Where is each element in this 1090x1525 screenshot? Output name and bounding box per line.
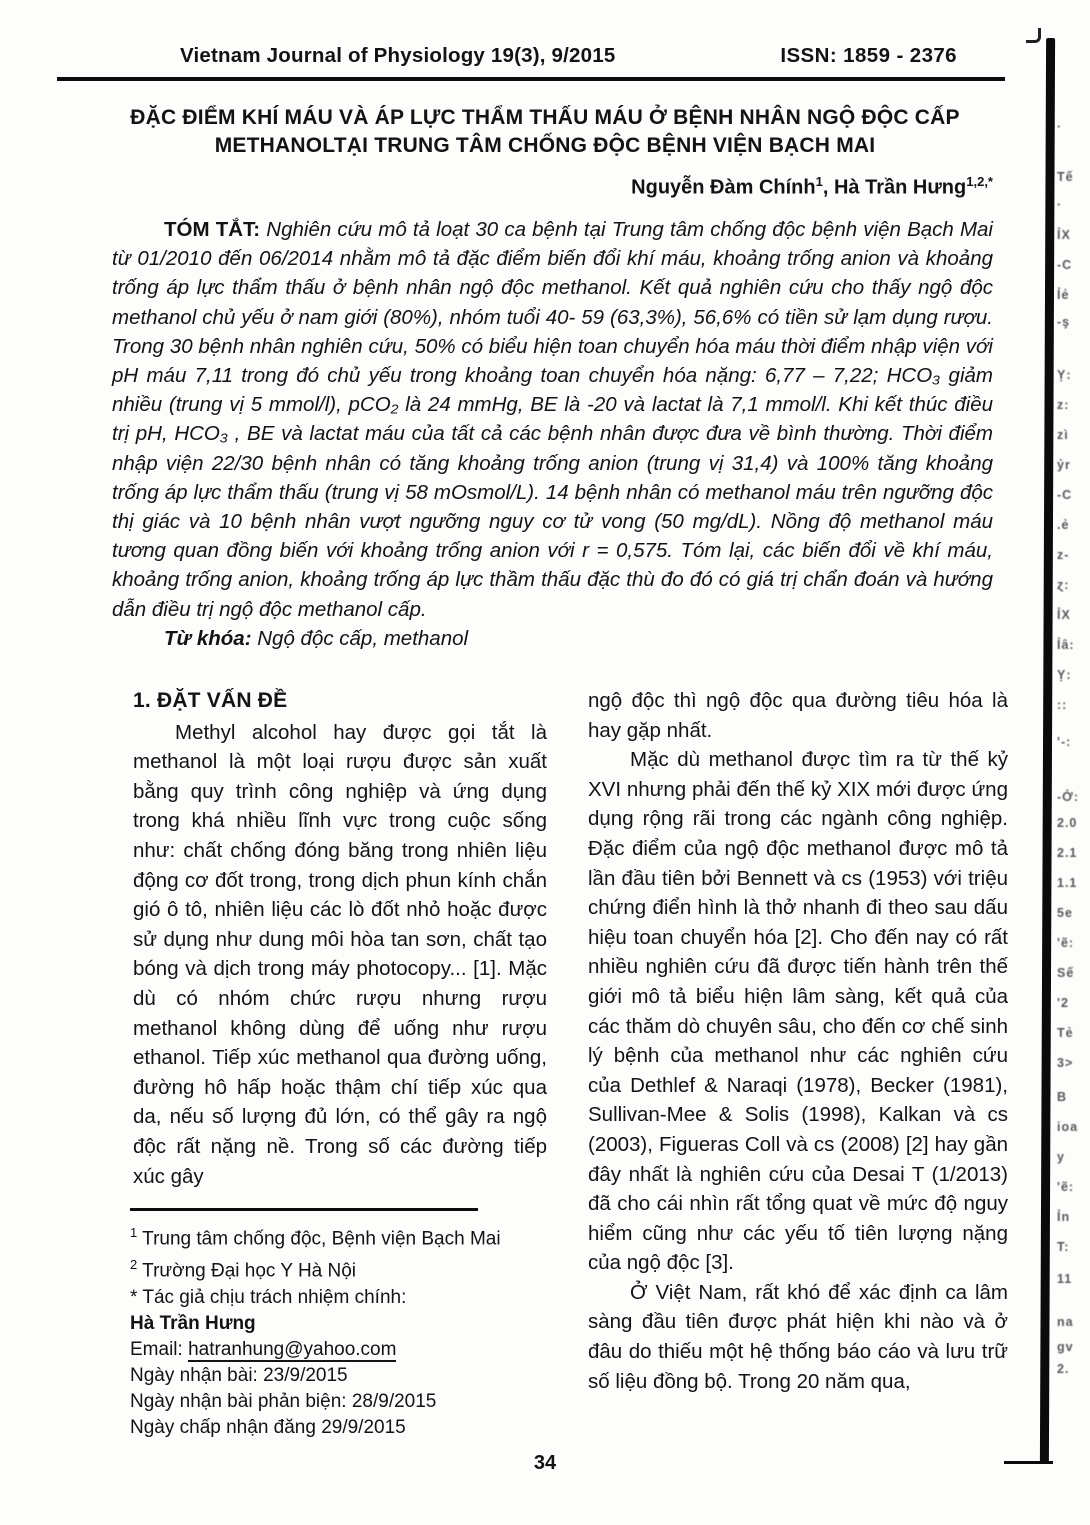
bleed-through-mark: B <box>1057 1090 1068 1104</box>
bleed-through-mark: ỈX <box>1057 608 1071 622</box>
bleed-through-mark: 2. <box>1057 1362 1070 1376</box>
bleed-through-mark: Ỵ: <box>1057 368 1072 382</box>
bleed-through-mark: Ỉn <box>1057 1210 1071 1224</box>
authors-line <box>80 174 993 200</box>
keywords-label: Từ khóa: <box>164 626 252 650</box>
bleed-through-mark: '2 <box>1057 996 1069 1010</box>
bleed-through-mark: -ş <box>1057 315 1071 329</box>
bleed-through-column <box>1057 0 1090 1525</box>
bleed-through-mark: T: <box>1057 1240 1070 1254</box>
bleed-through-mark: ỈX <box>1057 228 1071 242</box>
body-paragraph: Mặc dù methanol được tìm ra từ thế kỷ XVI nhưng phải đến thế kỷ XIX mới được ứng dụng rộng rãi trong các ngành công nghiệp. Đặc điểm của ngộ độc methanol được mô tả lần đầu tiên bởi Bennett và cs (1953) với triệu chứng điển hình là thở nhanh đi theo sau dấu hiệu toan chuyển hóa [2]. Cho đến nay có rất nhiều nghiên cứu đã được tiến hành trên thế giới mô tả biểu hiện lâm sàng, kết quả của các thăm dò chuyên sâu, cho đến cơ chế sinh lý bệnh của methanol như các nghiên cứu của Dethlef & Naraqi (1978), Becker (1981), Sullivan-Mee & Solis (1998), Kalkan và cs (2003), Figueras Coll và cs (2008) [2] hay gần đây nhất là nghiên cứu của Desai T (1/2013) đã cho cái nhìn rất tổng quat về mức độ nguy hiểm cũng như các yếu tố tiên lượng nặng của ngộ độc [3]. <box>588 748 1008 1275</box>
author-2-affiliation-sup: 1,2,* <box>966 174 993 189</box>
date-received: Ngày nhận bài: 23/9/2015 <box>130 1364 348 1386</box>
bleed-through-mark: 1.1 <box>1057 876 1078 890</box>
bleed-through-mark: 'ẽ: <box>1057 936 1075 950</box>
body-paragraph: Ở Việt Nam, rất khó để xác định ca lâm sàng đầu tiên được phát hiện khi nào và ở đâu do thiếu một hệ thống báo cáo và lưu trữ số liệu đồng bộ. Trong 20 năm qua, <box>588 1280 1008 1393</box>
bleed-through-mark: ỷr <box>1057 458 1071 472</box>
bleed-through-mark: · <box>1057 120 1063 134</box>
bleed-through-mark: · <box>1057 198 1063 212</box>
bleed-through-mark: Tẻ <box>1057 1026 1074 1040</box>
bleed-through-mark: 3> <box>1057 1056 1074 1070</box>
affiliation-1-text: Trung tâm chống độc, Bệnh viện Bạch Mai <box>142 1228 501 1250</box>
bleed-through-mark: 11 <box>1057 1272 1073 1286</box>
bleed-through-mark: 2.0 <box>1057 816 1078 830</box>
bleed-through-mark: Ỉẻ <box>1057 288 1070 302</box>
bleed-through-mark: y <box>1057 1150 1065 1164</box>
bleed-through-mark: -Ở: <box>1057 790 1079 804</box>
bleed-through-mark: ioa <box>1057 1120 1079 1134</box>
bleed-through-mark: gv <box>1057 1340 1074 1354</box>
date-reviewed: Ngày nhận bài phản biện: 28/9/2015 <box>130 1390 437 1412</box>
page-number: 34 <box>533 1452 557 1474</box>
affiliation-2-text: Trường Đại học Y Hà Nội <box>142 1260 357 1282</box>
bleed-through-mark: Ỉâ: <box>1057 638 1075 652</box>
bleed-through-mark: z: <box>1057 398 1070 412</box>
bleed-through-mark: .ẻ <box>1057 518 1070 532</box>
author-separator: , <box>822 176 834 199</box>
author-1-affiliation-sup: 1 <box>815 174 823 189</box>
left-column <box>133 686 547 1191</box>
bleed-through-mark: ɀ: <box>1057 578 1070 592</box>
abstract-text: Nghiên cứu mô tả loạt 30 ca bệnh tại Trung tâm chống độc bệnh viện Bạch Mai từ 01/2010 đến 06/2014 nhằm mô tả đặc điểm biến đổi khí máu, khoảng trống anion và khoảng trống áp lực thẩm thấu ở bệnh nhân ngộ độc methanol. Kết quả nghiên cứu cho thấy ngộ độc methanol chủ yếu ở nam giới (80%), nhóm tuổi 40- 59 (63,3%), 56,6% có tiền sử lạm dụng rượu. Trong 30 bệnh nhân nghiên cứu, 50% có biểu hiện toan chuyển hóa máu thời điểm nhập viện với pH máu 7,11 trong đó chủ yếu trong khoảng toan chuyển hóa nặng: 6,77 – 7,22; HCO₃ giảm nhiều (trung vị 5 mmol/l), pCO₂ là 24 mmHg, BE là -20 và lactat là 7,1 mmol/l. Khi kết thúc điều trị pH, HCO₃ , BE và lactat máu của tất cả các bệnh nhân được đưa về bình thường. Thời điểm nhập viện 22/30 bệnh nhân có tăng khoảng trống anion (trung vị 31,4) và 100% tăng khoảng trống áp lực thẩm thấu (trung vị 58 mOsmol/L). 14 bệnh nhân có methanol máu trên ngưỡng độc thị giác và 10 bệnh nhân vượt ngưỡng nguy cơ tử vong (50 mg/dL). Nồng độ methanol máu tương quan đồng biến với khoảng trống anion với r = 0,575. Tóm lại, các biến đổi về khí máu, khoảng trống anion, khoảng trống áp lực thầm thấu đặc thù đo đó có giá trị chẩn đoán và hướng dẫn điều trị ngộ độc methanol cấp. <box>112 218 993 621</box>
bleed-through-mark: 2.1 <box>1057 846 1078 860</box>
issn: ISSN: 1859 - 2376 <box>780 44 957 67</box>
journal-header <box>57 44 1005 81</box>
affiliation-2 <box>130 1252 560 1284</box>
bleed-through-mark: 'ẽ: <box>1057 1180 1075 1194</box>
affiliation-1 <box>130 1220 560 1252</box>
footnotes <box>130 1208 560 1441</box>
author-1: Nguyễn Đàm Chính <box>631 176 816 199</box>
keywords-text: Ngộ độc cấp, methanol <box>257 626 469 650</box>
bleed-through-mark: Sế <box>1057 966 1075 980</box>
corresponding-label: Tác giả chịu trách nhiệm chính: <box>142 1286 407 1308</box>
right-column <box>588 686 1008 1396</box>
email-label: Email: <box>130 1338 189 1360</box>
body-paragraph: Methyl alcohol hay được gọi tắt là methanol là một loại rượu được sản xuất bằng quy trình công nghiệp và ứng dụng trong khá nhiều lĩnh vực trong cuộc sống như: chất chống đóng băng trong nhiên liệu động cơ đốt trong, trong dịch phun kính chắn gió ô tô, nhiên liệu các lò đốt nhỏ hoặc được sử dụng như dung môi hòa tan sơn, chất tạo bóng và dịch trong máy photocopy... [1]. Mặc dù có nhóm chức rượu nhưng rượu methanol không dùng để uống như rượu ethanol. Tiếp xúc methanol qua đường uống, đường hô hấp hoặc thậm chí tiếp xúc qua da, nếu số lượng đủ lớn, có thể gây ra ngộ độc rất nặng nề. Trong số các đường tiếp xúc gây <box>133 720 547 1188</box>
article-title-line2: METHANOLTẠI TRUNG TÂM CHỐNG ĐỘC BỆNH VIỆN BẠCH MAI <box>214 134 876 157</box>
author-2: Hà Trần Hưng <box>833 176 967 199</box>
body-paragraph: ngộ độc thì ngộ độc qua đường tiêu hóa là hay gặp nhất. <box>588 689 1008 742</box>
journal-title: Vietnam Journal of Physiology 19(3), 9/2015 <box>180 44 616 67</box>
bleed-through-mark: Tế <box>1057 170 1074 184</box>
email-line <box>130 1337 560 1363</box>
bleed-through-mark: 5e <box>1057 906 1073 920</box>
bleed-through-mark: zì <box>1057 428 1069 442</box>
article-title <box>80 104 1010 160</box>
scan-binding-bar <box>1040 38 1055 1462</box>
bleed-through-mark: -C <box>1057 258 1073 272</box>
bleed-through-mark: Ỵ: <box>1057 668 1072 682</box>
affiliation-2-sup: 2 <box>130 1257 138 1273</box>
scan-binding-foot-mark <box>1004 1461 1053 1464</box>
email-link[interactable]: hatranhung@yahoo.com <box>188 1338 397 1360</box>
bleed-through-mark: '-: <box>1057 735 1072 749</box>
bleed-through-mark: na <box>1057 1315 1074 1329</box>
corresponding-author-note <box>130 1285 560 1311</box>
scan-corner-mark <box>1026 28 1041 43</box>
footnote-separator <box>130 1208 478 1211</box>
abstract-block <box>112 215 993 653</box>
corresponding-star: * <box>130 1286 138 1308</box>
date-accepted: Ngày chấp nhận đăng 29/9/2015 <box>130 1416 406 1438</box>
section-1-heading: 1. ĐẶT VẤN ĐỀ <box>133 689 288 712</box>
bleed-through-mark: z- <box>1057 548 1070 562</box>
article-title-line1: ĐẶC ĐIỂM KHÍ MÁU VÀ ÁP LỰC THẨM THẤU MÁU Ở BỆNH NHÂN NGỘ ĐỘC CẤP <box>130 106 960 129</box>
abstract-label: TÓM TẮT: <box>164 218 261 241</box>
corresponding-name: Hà Trần Hưng <box>130 1312 256 1334</box>
bleed-through-mark: -C <box>1057 488 1073 502</box>
bleed-through-mark: :: <box>1057 698 1068 712</box>
affiliation-1-sup: 1 <box>130 1225 138 1240</box>
